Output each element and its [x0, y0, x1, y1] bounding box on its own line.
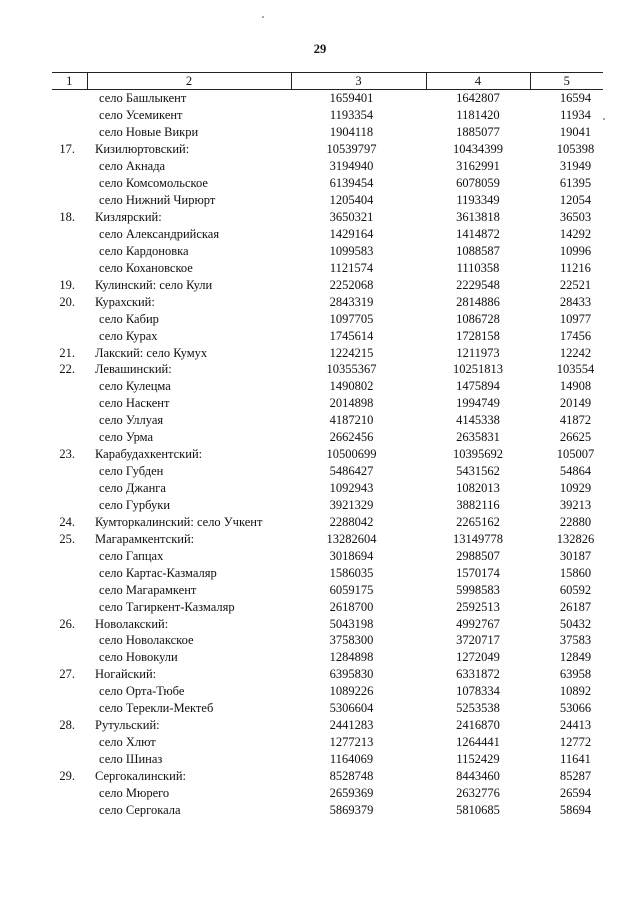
value-col-4: 2988507: [456, 548, 500, 563]
table-row: [52, 107, 603, 124]
value-col-3: 2618700: [329, 599, 374, 614]
value-col-3: 1277213: [329, 735, 374, 750]
district-name: Рутульский:: [95, 718, 160, 733]
value-col-4: 2635831: [456, 430, 500, 445]
value-col-4: 1885077: [456, 125, 500, 140]
row-number: [52, 242, 87, 259]
settlement-name: село Кулецма: [99, 379, 171, 394]
value-col-5: 105007: [556, 447, 595, 462]
value-col-5: 22521: [559, 277, 592, 292]
row-number: 19.: [59, 277, 75, 292]
settlement-name: село Акнада: [99, 159, 166, 174]
value-col-5: 10892: [559, 684, 592, 699]
row-number: [52, 124, 87, 141]
value-col-4: 4992767: [456, 616, 500, 631]
value-col-4: 1078334: [456, 684, 500, 699]
column-header-3: 3: [291, 73, 426, 90]
row-number: [52, 412, 87, 429]
value-col-4: 1642807: [456, 91, 500, 106]
settlement-name: село Мюрего: [99, 785, 170, 800]
value-col-3: 1164069: [329, 752, 374, 767]
table-row: [52, 327, 603, 344]
value-col-4: 13149778: [453, 531, 503, 546]
table-row: [52, 310, 603, 327]
value-col-3: 1193354: [329, 108, 374, 123]
value-col-5: 50432: [559, 616, 592, 631]
value-col-3: 5486427: [329, 464, 374, 479]
row-number: 21.: [59, 345, 75, 360]
table-row: [52, 446, 603, 463]
value-col-3: 3650321: [329, 210, 374, 225]
table-row: [52, 801, 603, 818]
value-col-3: 10539797: [326, 142, 377, 157]
row-number: [52, 395, 87, 412]
value-col-3: 1121574: [329, 260, 374, 275]
table-row: [52, 598, 603, 615]
table-header-row: [52, 73, 603, 90]
settlement-name: село Тагиркент-Казмаляр: [99, 599, 235, 614]
district-name: Кизлярский:: [95, 210, 162, 225]
value-col-3: 6395830: [329, 667, 374, 682]
value-col-4: 1414872: [456, 226, 500, 241]
table-row: [52, 209, 603, 226]
value-col-5: 54864: [559, 464, 592, 479]
value-col-5: 14908: [559, 379, 592, 394]
value-col-5: 10929: [559, 481, 592, 496]
settlement-name: село Гапцах: [99, 548, 164, 563]
value-col-4: 8443460: [456, 768, 500, 783]
table-row: [52, 158, 603, 175]
settlement-name: село Кохановское: [99, 260, 193, 275]
row-number: [52, 463, 87, 480]
value-col-3: 6059175: [329, 582, 374, 597]
settlement-name: село Магарамкент: [99, 582, 197, 597]
value-col-3: 13282604: [326, 531, 377, 546]
value-col-4: 6078059: [456, 176, 500, 191]
table-row: [52, 547, 603, 564]
value-col-5: 12054: [559, 193, 592, 208]
scan-speck: [262, 16, 264, 18]
row-number: [52, 564, 87, 581]
value-col-3: 5306604: [329, 701, 374, 716]
district-name: Кизилюртовский:: [95, 142, 190, 157]
table-row: [52, 784, 603, 801]
value-col-3: 10500699: [326, 447, 377, 462]
row-number: [52, 90, 87, 107]
value-col-5: 10977: [559, 311, 592, 326]
value-col-3: 1205404: [329, 193, 374, 208]
district-name: Курахский:: [95, 294, 155, 309]
table-row: [52, 530, 603, 547]
value-col-5: 85287: [559, 768, 592, 783]
table-row: [52, 700, 603, 717]
value-col-3: 2843319: [329, 294, 374, 309]
row-number: 25.: [59, 531, 75, 546]
settlement-name: село Новокули: [99, 650, 178, 665]
value-col-5: 63958: [559, 667, 592, 682]
settlement-name: село Башлыкент: [99, 91, 187, 106]
value-col-3: 1745614: [329, 328, 374, 343]
table-row: [52, 344, 603, 361]
value-col-5: 12849: [559, 650, 592, 665]
settlement-name: село Джанга: [99, 481, 166, 496]
settlement-name: село Урма: [99, 430, 154, 445]
value-col-3: 6139454: [329, 176, 374, 191]
table-row: [52, 293, 603, 310]
value-col-5: 26187: [559, 599, 592, 614]
settlement-name: село Наскент: [99, 396, 170, 411]
settlement-name: село Шиназ: [99, 752, 163, 767]
table-row: [52, 513, 603, 530]
value-col-4: 1728158: [456, 328, 500, 343]
row-number: [52, 632, 87, 649]
value-col-4: 5431562: [456, 464, 500, 479]
row-number: [52, 310, 87, 327]
row-number: [52, 734, 87, 751]
row-number: [52, 547, 87, 564]
value-col-5: 11216: [560, 260, 591, 275]
row-number: [52, 581, 87, 598]
value-col-5: 30187: [559, 548, 592, 563]
value-col-5: 28433: [559, 294, 592, 309]
value-col-4: 2229548: [456, 277, 500, 292]
value-col-5: 41872: [559, 413, 592, 428]
page-number: 29: [313, 42, 327, 56]
row-number: [52, 649, 87, 666]
value-col-4: 10395692: [453, 447, 503, 462]
value-col-5: 17456: [559, 328, 592, 343]
district-name: Магарамкентский:: [95, 531, 195, 546]
value-col-3: 1099583: [329, 243, 374, 258]
table-row: [52, 192, 603, 209]
value-col-3: 2252068: [329, 277, 374, 292]
value-col-4: 1181420: [456, 108, 500, 123]
table-row: [52, 480, 603, 497]
value-col-4: 6331872: [456, 667, 500, 682]
value-col-5: 26594: [559, 785, 592, 800]
table-row: [52, 649, 603, 666]
table-row: [52, 768, 603, 785]
settlement-name: село Нижний Чирюрт: [99, 193, 216, 208]
settlement-name: село Терекли-Мектеб: [99, 701, 214, 716]
value-col-3: 1490802: [329, 379, 374, 394]
value-col-3: 1284898: [329, 650, 374, 665]
row-number: 29.: [59, 768, 75, 783]
row-number: 28.: [59, 718, 75, 733]
table-row: [52, 632, 603, 649]
value-col-5: 16594: [559, 91, 592, 106]
table-row: [52, 564, 603, 581]
value-col-5: 24413: [559, 718, 592, 733]
value-col-4: 1082013: [456, 481, 500, 496]
table-row: [52, 751, 603, 768]
value-col-5: 60592: [559, 582, 592, 597]
table-row: [52, 141, 603, 158]
value-col-3: 10355367: [326, 362, 377, 377]
value-col-3: 3194940: [329, 159, 374, 174]
settlement-name: село Кардоновка: [99, 243, 189, 258]
row-number: [52, 683, 87, 700]
row-number: 27.: [59, 667, 75, 682]
table-row: [52, 242, 603, 259]
row-number: [52, 751, 87, 768]
value-col-4: 1088587: [456, 243, 500, 258]
row-number: [52, 158, 87, 175]
value-col-5: 11934: [560, 108, 591, 123]
value-col-3: 1429164: [329, 226, 374, 241]
table-row: [52, 276, 603, 293]
row-number: 23.: [59, 447, 75, 462]
table-row: [52, 666, 603, 683]
district-name: Ногайский:: [95, 667, 157, 682]
district-name: Сергокалинский:: [95, 768, 186, 783]
value-col-3: 2441283: [329, 718, 374, 733]
value-col-5: 105398: [556, 142, 595, 157]
table-row: [52, 429, 603, 446]
district-name: Кулинский: село Кули: [95, 277, 213, 292]
value-col-5: 15860: [559, 565, 592, 580]
row-number: [52, 480, 87, 497]
row-number: [52, 429, 87, 446]
data-table: [52, 72, 603, 818]
settlement-name: село Гурбуки: [99, 497, 171, 512]
table-row: [52, 463, 603, 480]
settlement-name: село Усемикент: [99, 108, 183, 123]
value-col-4: 5253538: [456, 701, 500, 716]
value-col-4: 2632776: [456, 785, 500, 800]
district-name: Кумторкалинский: село Учкент: [95, 514, 263, 529]
table-row: [52, 683, 603, 700]
table-row: [52, 259, 603, 276]
value-col-5: 103554: [556, 362, 595, 377]
row-number: [52, 327, 87, 344]
value-col-5: 37583: [559, 633, 592, 648]
value-col-3: 1092943: [329, 481, 374, 496]
settlement-name: село Александрийская: [99, 226, 220, 241]
settlement-name: село Новолакское: [99, 633, 194, 648]
value-col-4: 2265162: [456, 514, 500, 529]
table-row: [52, 581, 603, 598]
value-col-3: 1089226: [329, 684, 374, 699]
value-col-5: 19041: [559, 125, 592, 140]
settlement-name: село Хлют: [99, 735, 156, 750]
value-col-3: 3921329: [329, 497, 374, 512]
value-col-3: 2662456: [329, 430, 374, 445]
value-col-5: 22880: [559, 514, 592, 529]
table-body: [52, 90, 603, 819]
value-col-5: 39213: [559, 497, 592, 512]
value-col-3: 5043198: [329, 616, 374, 631]
row-number: 17.: [59, 142, 75, 157]
value-col-4: 10251813: [453, 362, 503, 377]
value-col-4: 1994749: [456, 396, 500, 411]
table-row: [52, 734, 603, 751]
value-col-4: 3882116: [456, 497, 500, 512]
value-col-3: 1659401: [329, 91, 374, 106]
district-name: Лакский: село Кумух: [95, 345, 208, 360]
value-col-4: 1272049: [456, 650, 500, 665]
value-col-5: 132826: [556, 531, 595, 546]
row-number: [52, 784, 87, 801]
value-col-4: 3613818: [456, 210, 500, 225]
value-col-5: 31949: [559, 159, 592, 174]
value-col-4: 3720717: [456, 633, 500, 648]
settlement-name: село Кабир: [99, 311, 159, 326]
value-col-4: 5810685: [456, 802, 500, 817]
table-row: [52, 90, 603, 107]
value-col-5: 36503: [559, 210, 592, 225]
value-col-5: 12772: [559, 735, 592, 750]
settlement-name: село Сергокала: [99, 802, 181, 817]
value-col-3: 8528748: [329, 768, 374, 783]
value-col-3: 1224215: [329, 345, 374, 360]
value-col-4: 10434399: [453, 142, 503, 157]
row-number: [52, 107, 87, 124]
value-col-4: 3162991: [456, 159, 500, 174]
row-number: [52, 700, 87, 717]
table-row: [52, 378, 603, 395]
row-number: [52, 226, 87, 243]
value-col-3: 3018694: [329, 548, 374, 563]
settlement-name: село Комсомольское: [99, 176, 208, 191]
value-col-5: 53066: [559, 701, 592, 716]
settlement-name: село Уллуая: [99, 413, 164, 428]
value-col-4: 2592513: [456, 599, 500, 614]
value-col-3: 5869379: [329, 802, 374, 817]
settlement-name: село Губден: [99, 464, 164, 479]
row-number: [52, 598, 87, 615]
column-header-4: 4: [426, 73, 530, 90]
value-col-4: 1110358: [456, 260, 500, 275]
value-col-4: 2814886: [456, 294, 500, 309]
table-row: [52, 395, 603, 412]
value-col-4: 1086728: [456, 311, 500, 326]
row-number: 18.: [59, 210, 75, 225]
value-col-3: 2659369: [329, 785, 374, 800]
row-number: 20.: [59, 294, 75, 309]
value-col-4: 4145338: [456, 413, 500, 428]
value-col-5: 58694: [559, 802, 592, 817]
row-number: [52, 497, 87, 514]
table-row: [52, 361, 603, 378]
value-col-5: 11641: [560, 752, 591, 767]
value-col-3: 2288042: [329, 514, 374, 529]
value-col-3: 3758300: [329, 633, 374, 648]
value-col-3: 4187210: [329, 413, 374, 428]
column-header-2: 2: [87, 73, 291, 90]
settlement-name: село Орта-Тюбе: [99, 684, 185, 699]
value-col-5: 14292: [559, 226, 592, 241]
row-number: 26.: [59, 616, 75, 631]
value-col-3: 1904118: [329, 125, 374, 140]
value-col-4: 1264441: [456, 735, 500, 750]
table-row: [52, 226, 603, 243]
value-col-4: 1570174: [456, 565, 500, 580]
row-number: [52, 801, 87, 818]
value-col-4: 2416870: [456, 718, 500, 733]
table-row: [52, 615, 603, 632]
value-col-5: 10996: [559, 243, 592, 258]
value-col-4: 1475894: [456, 379, 500, 394]
row-number: [52, 259, 87, 276]
value-col-3: 2014898: [329, 396, 374, 411]
district-name: Новолакский:: [95, 616, 169, 631]
settlement-name: село Курах: [99, 328, 158, 343]
value-col-5: 26625: [559, 430, 592, 445]
settlement-name: село Картас-Казмаляр: [99, 565, 217, 580]
settlement-name: село Новые Викри: [99, 125, 199, 140]
value-col-5: 12242: [559, 345, 592, 360]
value-col-4: 1193349: [456, 193, 500, 208]
row-number: [52, 378, 87, 395]
value-col-4: 1211973: [456, 345, 500, 360]
table-row: [52, 175, 603, 192]
value-col-3: 1097705: [329, 311, 374, 326]
table-row: [52, 497, 603, 514]
row-number: [52, 175, 87, 192]
column-header-1: 1: [52, 73, 87, 90]
row-number: 22.: [59, 362, 75, 377]
district-name: Левашинский:: [95, 362, 172, 377]
value-col-4: 1152429: [456, 752, 500, 767]
district-name: Карабудахкентский:: [95, 447, 203, 462]
table-row: [52, 124, 603, 141]
table-row: [52, 717, 603, 734]
table-row: [52, 412, 603, 429]
row-number: [52, 192, 87, 209]
column-header-5: 5: [530, 73, 603, 90]
value-col-5: 61395: [559, 176, 592, 191]
scan-speck: [603, 118, 605, 120]
row-number: 24.: [59, 514, 75, 529]
value-col-3: 1586035: [329, 565, 374, 580]
value-col-5: 20149: [559, 396, 592, 411]
value-col-4: 5998583: [456, 582, 500, 597]
